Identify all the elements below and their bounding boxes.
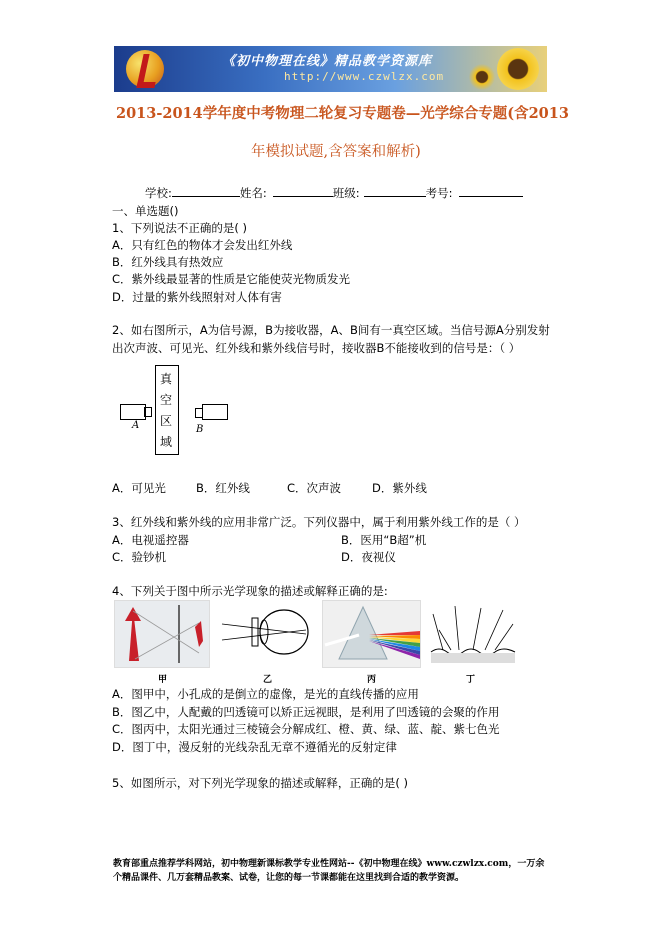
q4-caption-jia: 甲	[158, 675, 168, 685]
vacuum-char: 区	[160, 414, 173, 428]
q4-figure-yi	[218, 600, 312, 666]
class-label: 班级:	[332, 186, 360, 200]
exam-no-field[interactable]	[459, 184, 523, 197]
prism-dispersion-icon	[323, 601, 420, 667]
pinhole-camera-icon	[115, 601, 209, 667]
school-field[interactable]	[172, 184, 240, 197]
vacuum-region	[155, 365, 179, 455]
q2-option-b[interactable]: B．红外线	[196, 481, 250, 495]
figure-label-a: A	[132, 420, 140, 431]
q2-stem-line2: 出次声波、可见光、红外线和紫外线信号时，接收器B不能接收到的信号是：（ ）	[112, 341, 521, 355]
exam-no-label: 考号:	[425, 186, 453, 200]
q1-option-d[interactable]: D．过量的紫外线照射对人体有害	[112, 290, 282, 304]
q2-option-c[interactable]: C．次声波	[287, 481, 342, 495]
sunflower-icon	[497, 48, 539, 90]
receiver-icon	[202, 404, 228, 420]
q4-figure-bing	[322, 600, 421, 668]
q4-option-b[interactable]: B．图乙中，人配戴的凹透镜可以矫正远视眼，是利用了凹透镜的会聚的作用	[112, 705, 500, 719]
q2-option-a[interactable]: A．可见光	[112, 481, 166, 495]
q4-figure-jia	[114, 600, 210, 668]
q4-figure-ding	[429, 600, 517, 666]
figure-label-b: B	[196, 424, 204, 435]
q3-option-b[interactable]: B．医用“B超”机	[341, 533, 427, 547]
info-line	[145, 184, 523, 201]
vacuum-char: 真	[160, 372, 173, 386]
signal-source-icon	[120, 404, 146, 420]
signal-source-emitter-icon	[144, 407, 152, 417]
q2-option-d[interactable]: D．紫外线	[372, 481, 427, 495]
q1-option-b[interactable]: B．红外线具有热效应	[112, 255, 224, 269]
header-banner	[114, 46, 547, 92]
school-label: 学校:	[145, 186, 172, 200]
q3-stem: 3、红外线和紫外线的应用非常广泛。下列仪器中，属于利用紫外线工作的是（ ）	[112, 515, 526, 529]
eye-lens-icon	[218, 600, 312, 666]
q3-option-a[interactable]: A．电视遥控器	[112, 533, 189, 547]
banner-url: http://www.czwlzx.com	[284, 70, 445, 83]
section-heading: 一、单选题()	[112, 204, 179, 218]
footer-line2: 个精品课件、几万套精品教案、试卷，让您的每一节课都能在这里找到合适的教学资源。	[113, 873, 465, 883]
name-field[interactable]	[273, 184, 333, 197]
diffuse-reflection-icon	[429, 600, 517, 666]
name-label: 姓名:	[239, 186, 267, 200]
q4-caption-yi: 乙	[263, 675, 273, 685]
q1-stem: 1、下列说法不正确的是( )	[112, 221, 247, 235]
q5-stem: 5、如图所示，对下列光学现象的描述或解释，正确的是( )	[112, 776, 408, 790]
q2-stem-line1: 2、如右图所示，A为信号源，B为接收器，A、B间有一真空区域。当信号源A分别发射	[112, 323, 550, 337]
q4-caption-bing: 丙	[367, 675, 377, 685]
q3-option-c[interactable]: C．验钞机	[112, 550, 167, 564]
q1-option-c[interactable]: C．紫外线最显著的性质是它能使荧光物质发光	[112, 272, 351, 286]
q1-option-a[interactable]: A．只有红色的物体才会发出红外线	[112, 238, 293, 252]
page-title-line1: 2013-2014学年度中考物理二轮复习专题卷—光学综合专题(含2013	[116, 105, 569, 122]
sunflower-icon	[469, 64, 495, 90]
q3-option-d[interactable]: D．夜视仪	[341, 550, 396, 564]
q4-stem: 4、下列关于图中所示光学现象的描述或解释正确的是:	[112, 584, 388, 598]
vacuum-char: 域	[160, 435, 173, 449]
banner-title: 《初中物理在线》精品教学资源库	[222, 54, 433, 69]
q4-option-d[interactable]: D．图丁中，漫反射的光线杂乱无章不遵循光的反射定律	[112, 740, 397, 754]
vacuum-char: 空	[160, 393, 173, 407]
q4-option-a[interactable]: A．图甲中，小孔成的是倒立的虚像，是光的直线传播的应用	[112, 687, 419, 701]
footer-line1: 教育部重点推荐学科网站，初中物理新课标教学专业性网站--《初中物理在线》www.czwlzx.com，一万余	[113, 859, 545, 869]
q4-option-c[interactable]: C．图丙中，太阳光通过三棱镜会分解成红、橙、黄、绿、蓝、靛、紫七色光	[112, 722, 500, 736]
class-field[interactable]	[364, 184, 426, 197]
q4-caption-ding: 丁	[466, 675, 476, 685]
page-title-line2: 年模拟试题,含答案和解析)	[251, 144, 421, 160]
